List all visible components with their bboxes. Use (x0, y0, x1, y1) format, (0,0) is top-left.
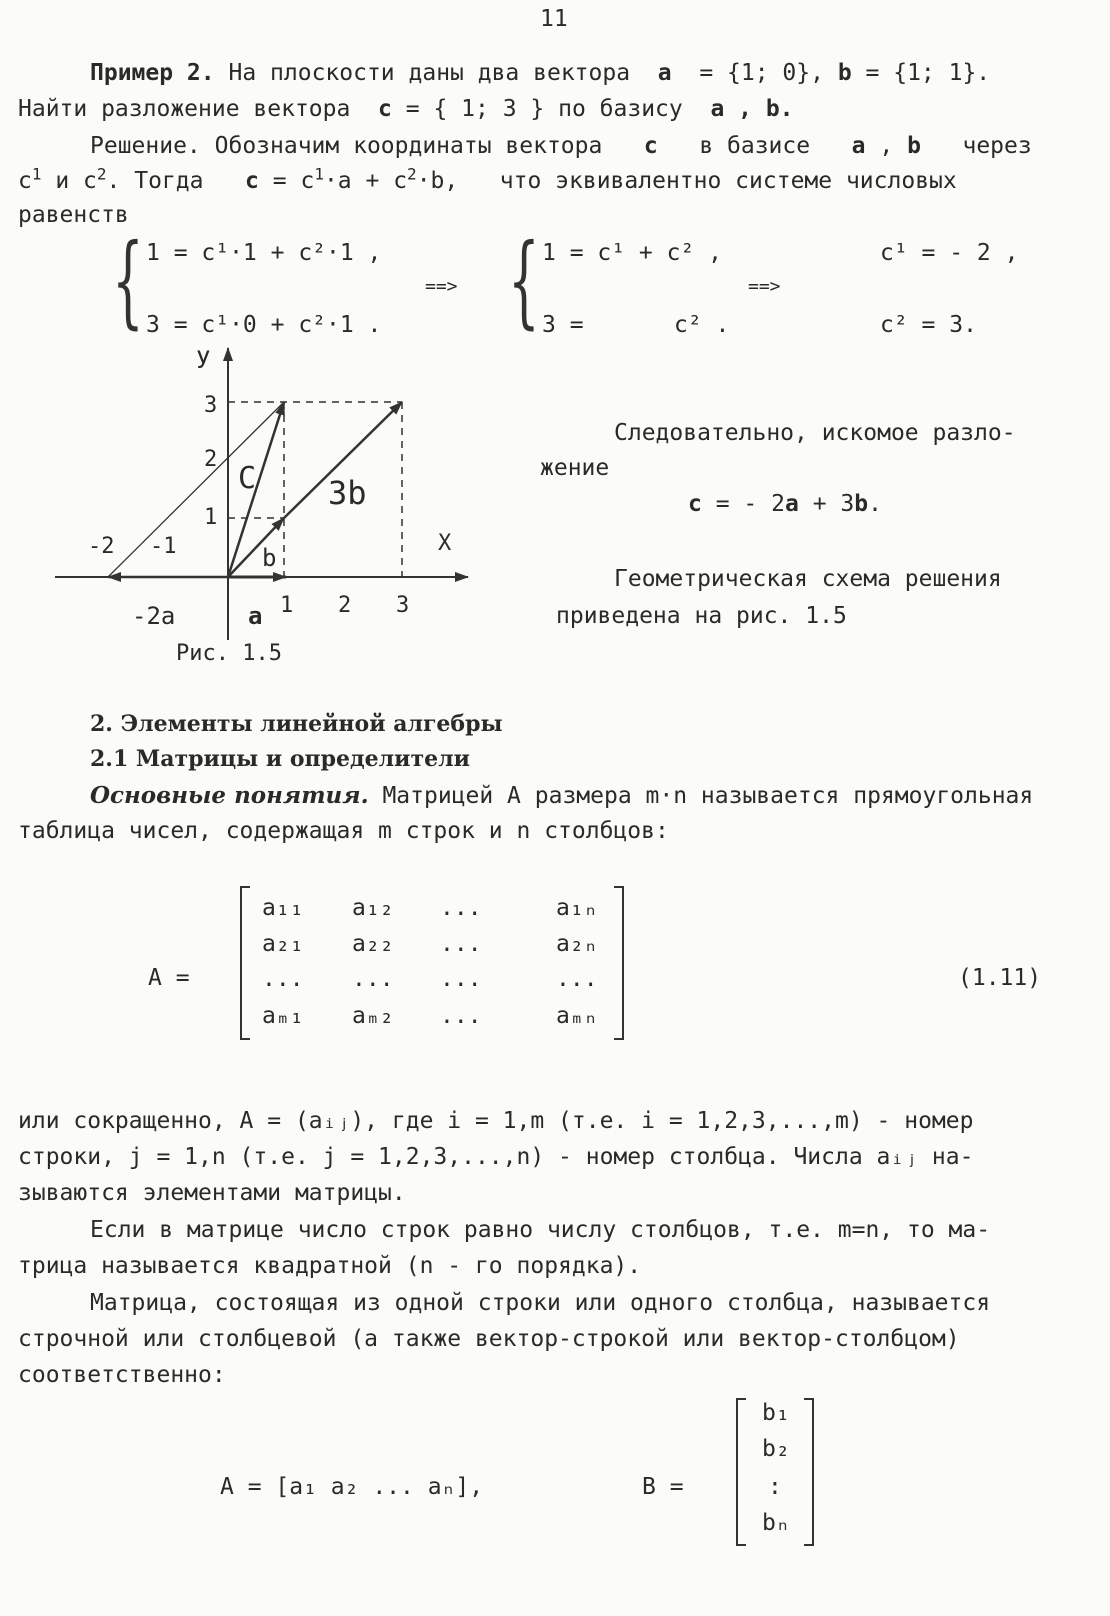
system-right-1: c¹ = - 2 , (880, 240, 1019, 266)
vector-a-value: = {1; 0}, (699, 60, 824, 86)
sol-comma: , (879, 133, 894, 159)
figure-caption: Рис. 1.5 (176, 641, 282, 666)
matrix-cell: ... (556, 966, 598, 992)
x-tick-2: 2 (338, 593, 352, 618)
paragraph-3-line-2: строчной или столбцевой (а также вектор-строкой или вектор-столбцом) (18, 1326, 960, 1352)
sol-in-basis: в базисе (699, 133, 811, 159)
eq-rest: = c (272, 168, 315, 194)
sol-c: c (643, 133, 658, 159)
column-vector-lhs: B = (642, 1474, 684, 1500)
matrix-cell: a₂₂ (352, 931, 394, 957)
solution-intro: Решение. Обозначим координаты вектора (90, 133, 603, 159)
sol-and: и c (55, 168, 97, 194)
sup-1: 1 (31, 164, 42, 184)
implies-arrow-2: ==> (748, 276, 781, 297)
paragraph-3-line-1: Матрица, состоящая из одной строки или одного столбца, называется (90, 1290, 991, 1316)
column-left-bracket (736, 1398, 746, 1546)
system-left-1: 1 = c¹·1 + c²·1 , (146, 240, 382, 266)
column-item: b₁ (762, 1400, 790, 1426)
figure-1-5 (0, 340, 520, 680)
matrix-lhs: A = (148, 965, 190, 991)
conclusion-formula (688, 491, 882, 517)
sol-c1: c (18, 168, 32, 194)
paragraph-2-line-2: трица называется квадратной (n - го порядка). (18, 1253, 642, 1279)
basis-text: по базису (558, 96, 683, 122)
conclusion-line-1: Следовательно, искомое разло- (614, 420, 1016, 446)
matrix-cell: a₁₂ (352, 895, 394, 921)
diagonal-line (108, 402, 284, 577)
label-3b: 3b (328, 474, 367, 512)
example-text: На плоскости даны два вектора (228, 60, 631, 86)
x-tick-minus-1: -1 (150, 534, 177, 559)
sol-a: a (851, 133, 866, 159)
x-axis-label: X (438, 531, 452, 556)
column-item: bₙ (762, 1510, 790, 1536)
system-mid-2a: 3 = (542, 312, 584, 338)
matrix-cell: aₘ₂ (352, 1003, 394, 1029)
matrix-left-bracket (240, 886, 250, 1040)
paragraph-1-line-1: или сокращенно, A = (aᵢⱼ), где i = 1,m (т.е. i = 1,2,3,...,m) - номер (18, 1108, 974, 1134)
solution-line-1 (90, 133, 1032, 159)
section-heading-2-1: 2.1 Матрицы и определители (90, 746, 470, 772)
matrix-cell: aₘ₁ (262, 1003, 304, 1029)
system-left-2: 3 = c¹·0 + c²·1 . (146, 312, 382, 338)
page-number: 11 (540, 6, 568, 32)
formula-end: . (868, 491, 882, 517)
sol-then: Тогда (134, 168, 204, 194)
matrix-right-bracket (614, 886, 624, 1040)
x-tick-1: 1 (280, 593, 294, 618)
sup-2: 2 (96, 164, 107, 184)
vector-c-value: = { 1; 3 } (405, 96, 545, 122)
geometric-line-1: Геометрическая схема решения (614, 566, 1002, 592)
left-brace-2: { (508, 222, 540, 339)
matrix-cell: aₘₙ (556, 1003, 598, 1029)
sol-through: через (962, 133, 1032, 159)
system-right-2: c² = 3. (880, 312, 977, 338)
example-line-1 (90, 60, 990, 86)
label-c: C (238, 461, 257, 496)
matrix-cell: ... (352, 966, 394, 992)
example-label: Пример 2. (90, 60, 215, 86)
matrix-cell: a₂ₙ (556, 931, 598, 957)
eq-dot-b: ·b, (416, 168, 459, 194)
paragraph-1-line-3: зываются элементами матрицы. (18, 1180, 406, 1206)
matrix-cell: a₁ₙ (556, 895, 598, 921)
formula-a: a (784, 491, 799, 517)
equation-number: (1.11) (958, 965, 1042, 991)
basis-vectors: a , b. (710, 96, 794, 122)
basic-concepts-text: Матрицей А размера m·n называется прямоугольная (382, 783, 1034, 809)
basic-concepts-line-2: таблица чисел, содержащая m строк и n столбцов: (18, 818, 669, 844)
vector-b: b (837, 60, 852, 86)
x-tick-minus-2: -2 (88, 534, 115, 559)
eq-c: c (245, 168, 259, 194)
vector-c: c (378, 96, 392, 122)
y-axis-label: У (196, 346, 211, 374)
label-b: b (262, 544, 277, 572)
y-tick-1: 1 (204, 505, 218, 530)
system-mid-1: 1 = c¹ + c² , (542, 240, 723, 266)
matrix-cell: ... (440, 966, 482, 992)
matrix-cell: ... (262, 966, 304, 992)
left-brace-1: { (112, 222, 144, 339)
solution-line-3: равенств (18, 202, 129, 228)
solution-line-2: $c^1$ и $c^2$. Тогда $c = c^1\cdot a + c^2\cdot b$, что эквивалентно системе числовых (18, 164, 957, 194)
vector-b-value: = {1; 1}. (865, 60, 991, 86)
matrix-cell: ... (440, 931, 482, 957)
paragraph-3-line-3: соответственно: (18, 1362, 226, 1388)
paragraph-1-line-2: строки, j = 1,n (т.е. j = 1,2,3,...,n) - номер столбца. Числа aᵢⱼ на- (18, 1144, 974, 1170)
system-mid-2b: c² . (674, 312, 730, 338)
formula-c: c (688, 491, 702, 517)
matrix-cell: a₁₁ (262, 895, 304, 921)
example-line2-text: Найти разложение вектора (18, 96, 351, 122)
sol-b: b (907, 133, 921, 159)
example-line-2 (18, 96, 794, 122)
vector-a: a (657, 60, 672, 86)
matrix-cell: a₂₁ (262, 931, 304, 957)
formula-plus: + 3 (812, 491, 855, 517)
formula-mid: = - 2 (715, 491, 785, 517)
sol-equiv: что эквивалентно системе числовых (499, 168, 957, 194)
label-minus-2a: -2a (132, 602, 176, 630)
column-item: : (768, 1474, 782, 1500)
matrix-cell: ... (440, 1003, 482, 1029)
label-a: a (248, 602, 263, 630)
geometric-line-2: приведена на рис. 1.5 (556, 603, 847, 629)
column-right-bracket (804, 1398, 814, 1546)
y-tick-3: 3 (204, 393, 218, 418)
eq-dot-a: ·a + c (323, 168, 408, 194)
section-heading-2: 2. Элементы линейной алгебры (90, 711, 503, 737)
basic-concepts-line (90, 782, 1033, 809)
implies-arrow-1: ==> (425, 276, 458, 297)
row-vector: A = [a₁ a₂ ... aₙ], (220, 1474, 484, 1500)
y-tick-2: 2 (204, 447, 218, 472)
x-tick-3: 3 (396, 593, 410, 618)
paragraph-2-line-1: Если в матрице число строк равно числу столбцов, т.е. m=n, то ма- (90, 1217, 991, 1243)
matrix-cell: ... (440, 895, 482, 921)
basic-concepts-title: Основные понятия. (90, 782, 369, 809)
column-item: b₂ (762, 1436, 790, 1462)
formula-b: b (854, 491, 869, 517)
conclusion-line-2: жение (540, 455, 610, 481)
